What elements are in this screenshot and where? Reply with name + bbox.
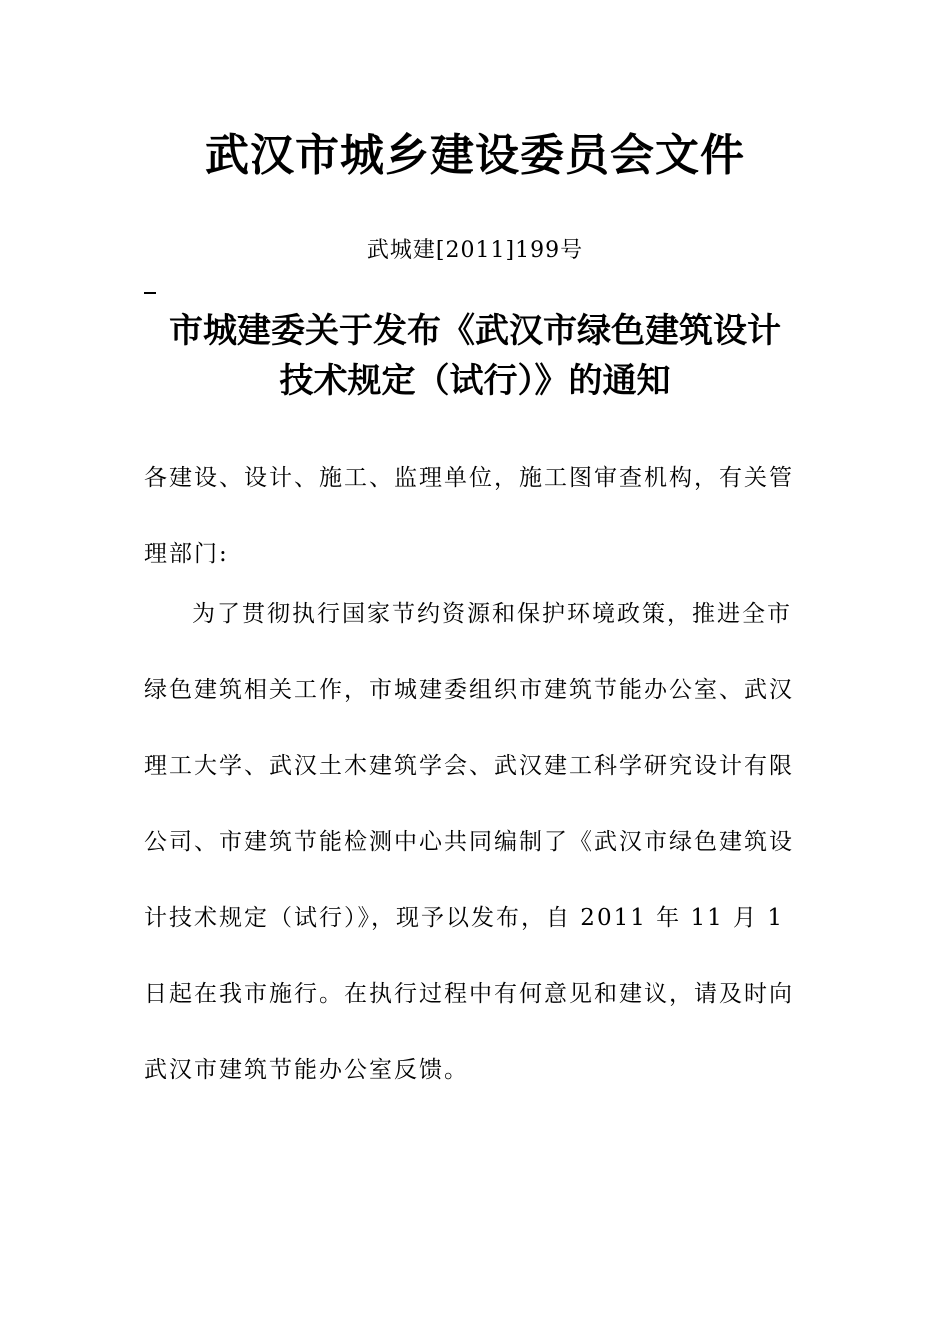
body-paragraph: 为了贯彻执行国家节约资源和保护环境政策，推进全市绿色建筑相关工作，市城建委组织市建筑节能办公室、武汉理工大学、武汉土木建筑学会、武汉建工科学研究设计有限公司、市建筑节能检测中心共同编制了《武汉市绿色建筑设计技术规定（试行）》，现予以发布，自 2011 年 11 月 1 日起在我市施行。在执行过程中有何意见和建议，请及时向武汉市建筑节能办公室反馈。 bbox=[144, 601, 794, 1083]
document-header-title: 武汉市城乡建设委员会文件 bbox=[205, 130, 745, 181]
dash-mark bbox=[144, 292, 156, 294]
document-number: 武城建[2011]199号 bbox=[366, 238, 584, 263]
addressee: 各建设、设计、施工、监理单位，施工图审查机构，有关管理部门: bbox=[144, 465, 794, 567]
notice-title bbox=[100, 306, 850, 406]
notice-title-line-1: 市城建委关于发布《武汉市绿色建筑设计 bbox=[169, 311, 781, 351]
notice-title-line-2: 技术规定（试行）》的通知 bbox=[279, 361, 671, 401]
